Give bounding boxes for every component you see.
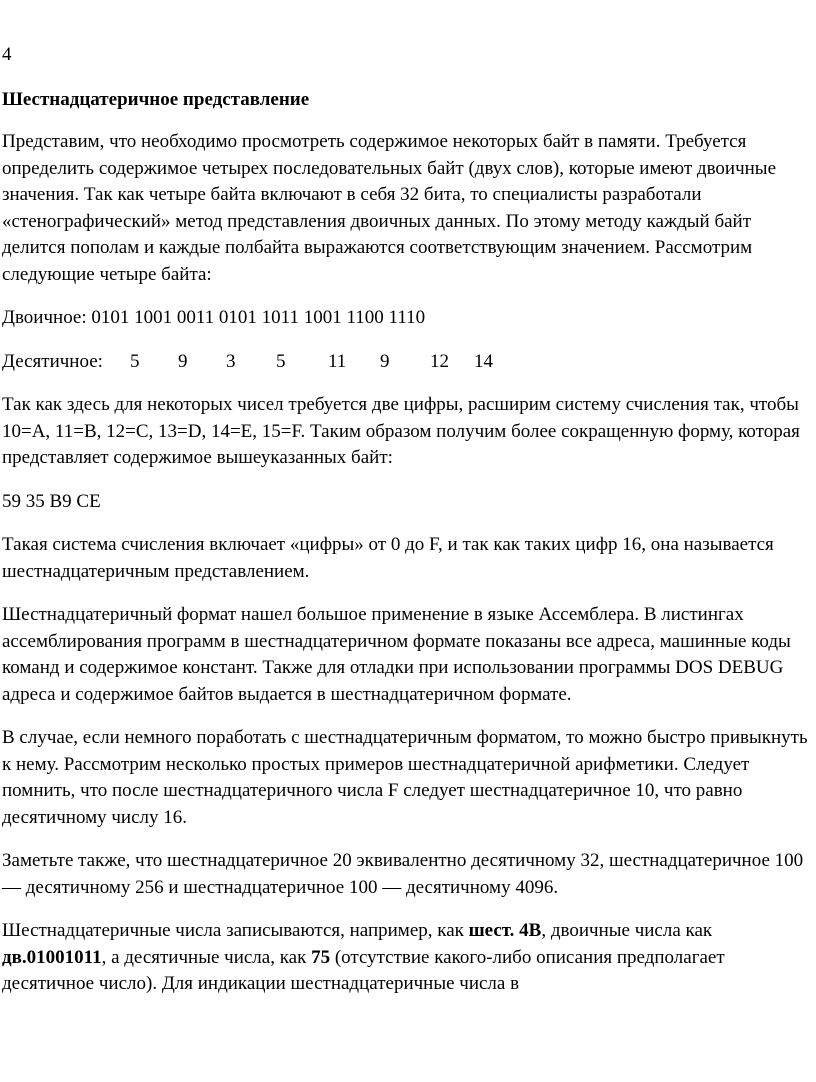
decimal-value: 12 [430, 350, 449, 372]
notation-hex-example: шест. 4B [468, 920, 542, 941]
notation-decimal-example: 75 [311, 946, 331, 968]
page-number: 4 [2, 44, 12, 65]
document-page [2, 42, 814, 1015]
decimal-value: 11 [328, 350, 347, 372]
decimal-value: 9 [178, 350, 188, 372]
binary-line: Двоичное: 0101 1001 0011 0101 1011 1001 1100 1110 [2, 307, 426, 328]
decimal-value: 5 [130, 350, 140, 372]
notation-text: (отсутствие какого-либо описания предполагает десятичное число). Для индикации шестнадцатеричные числа в [2, 946, 725, 994]
paragraph-equivalents: Заметьте также, что шестнадцатеричное 20 эквивалентно десятичному 32, шестнадцатеричное 100 — десятичному 256 и шестнадцатеричное 100 — десятичному 4096. [2, 850, 804, 898]
decimal-value: 5 [276, 350, 286, 372]
paragraph-extend: Так как здесь для некоторых чисел требуется две цифры, расширим систему счисления так, чтобы 10=A, 11=B, 12=C, 13=D, 14=E, 15=F. Таким образом получим более сокращенную форму, которая представляет содержимое вышеуказанных байт: [2, 394, 800, 468]
paragraph-notation [2, 918, 814, 998]
paragraph-arithmetic: В случае, если немного поработать с шестнадцатеричным форматом, то можно быстро привыкнуть к нему. Рассмотрим несколько простых примеров шестнадцатеричной арифметики. Следует помнить, что после шестнадцатеричного числа F следует шестнадцатеричное 10, что равно десятичному числу 16. [2, 727, 808, 828]
paragraph-digits: Такая система счисления включает «цифры» от 0 до F, и так как таких цифр 16, она называется шестнадцатеричным представлением. [2, 534, 774, 582]
notation-text: , а десятичные числа, как [101, 946, 312, 968]
decimal-value: 14 [474, 350, 493, 372]
hex-line: 59 35 B9 CE [2, 490, 101, 512]
decimal-value: 9 [380, 350, 390, 372]
notation-text: Шестнадцатеричные числа записываются, например, как [2, 920, 469, 941]
paragraph-intro: Представим, что необходимо просмотреть содержимое некоторых байт в памяти. Требуется определить содержимое четырех последовательных байт (двух слов), которые имеют двоичные значения. Так как четыре байта включают в себя 32 бита, то специалисты разработали «стенографический» метод представления двоичных данных. По этому методу каждый байт делится пополам и каждые полбайта выражаются соответствующим значением. Рассмотрим следующие четыре байта: [2, 131, 776, 285]
decimal-line [2, 349, 814, 376]
paragraph-assembler: Шестнадцатеричный формат нашел большое применение в языке Ассемблера. В листингах ассемблирования программ в шестнадцатеричном формате показаны все адреса, машинные коды команд и содержимое констант. Также для отладки при использовании программы DOS DEBUG адреса и содержимое байтов выдается в шестнадцатеричном формате. [2, 604, 791, 705]
decimal-label: Десятичное: [2, 350, 103, 372]
decimal-value: 3 [226, 350, 236, 372]
section-heading: Шестнадцатеричное представление [2, 88, 310, 110]
notation-binary-example: дв.01001011 [2, 946, 102, 968]
notation-text: , двоичные числа как [541, 920, 713, 941]
